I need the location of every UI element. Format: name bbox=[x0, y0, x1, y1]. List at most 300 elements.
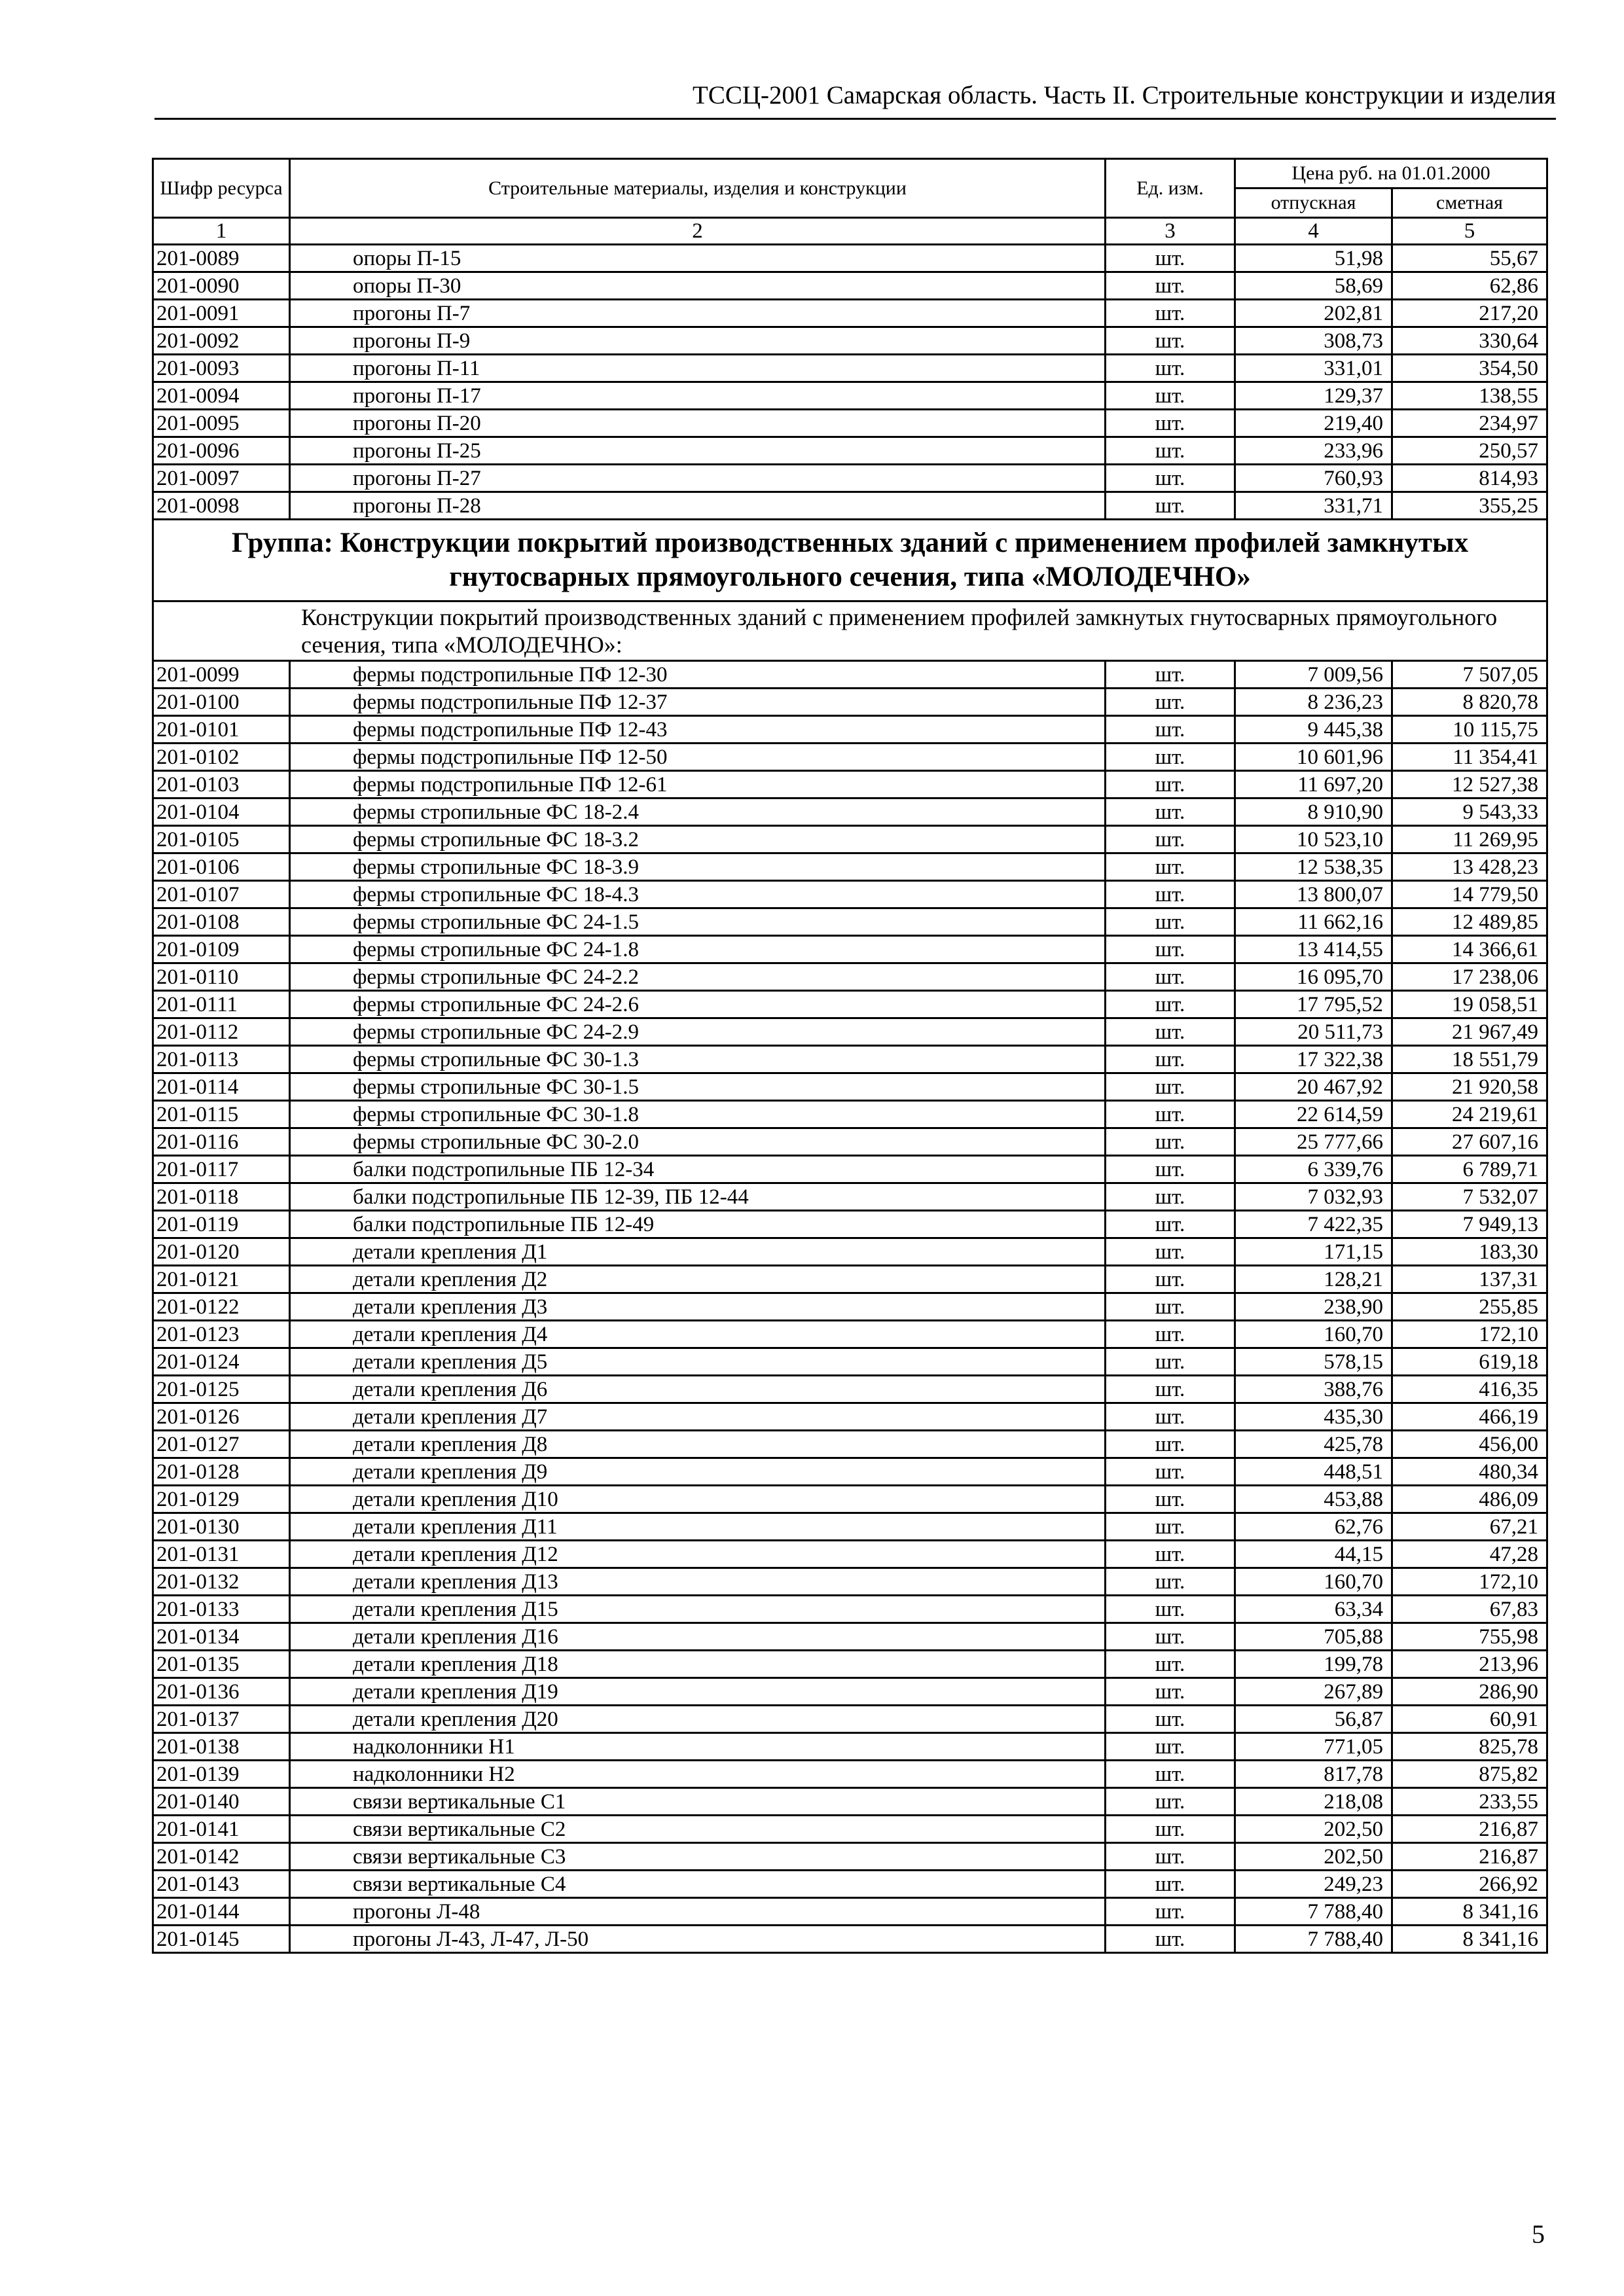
unit: шт. bbox=[1106, 1321, 1235, 1348]
price-release: 58,69 bbox=[1235, 272, 1392, 300]
resource-code: 201-0119 bbox=[153, 1211, 290, 1238]
table-row bbox=[153, 492, 1547, 520]
table-row bbox=[153, 661, 1547, 689]
unit: шт. bbox=[1106, 661, 1235, 689]
price-release: 160,70 bbox=[1235, 1568, 1392, 1596]
resource-code: 201-0089 bbox=[153, 245, 290, 272]
item-name: прогоны П-11 bbox=[290, 355, 1106, 382]
price-release: 435,30 bbox=[1235, 1403, 1392, 1431]
unit: шт. bbox=[1106, 1541, 1235, 1568]
item-name: детали крепления Д11 bbox=[290, 1513, 1106, 1541]
price-release: 578,15 bbox=[1235, 1348, 1392, 1376]
item-name: фермы стропильные ФС 18-3.2 bbox=[290, 826, 1106, 853]
price-estimate: 213,96 bbox=[1392, 1651, 1547, 1678]
item-name: фермы стропильные ФС 30-2.0 bbox=[290, 1128, 1106, 1156]
unit: шт. bbox=[1106, 1128, 1235, 1156]
price-release: 760,93 bbox=[1235, 465, 1392, 492]
price-release: 20 467,92 bbox=[1235, 1073, 1392, 1101]
item-name: фермы стропильные ФС 24-2.9 bbox=[290, 1018, 1106, 1046]
group-row bbox=[153, 520, 1547, 601]
table-row bbox=[153, 1788, 1547, 1816]
item-name: детали крепления Д4 bbox=[290, 1321, 1106, 1348]
resource-code: 201-0090 bbox=[153, 272, 290, 300]
table-row bbox=[153, 908, 1547, 936]
price-estimate: 11 269,95 bbox=[1392, 826, 1547, 853]
item-name: фермы стропильные ФС 30-1.8 bbox=[290, 1101, 1106, 1128]
price-release: 218,08 bbox=[1235, 1788, 1392, 1816]
resource-code: 201-0113 bbox=[153, 1046, 290, 1073]
price-release: 7 788,40 bbox=[1235, 1926, 1392, 1953]
table-row bbox=[153, 1018, 1547, 1046]
table-row bbox=[153, 300, 1547, 327]
unit: шт. bbox=[1106, 936, 1235, 963]
price-release: 453,88 bbox=[1235, 1486, 1392, 1513]
resource-code: 201-0134 bbox=[153, 1623, 290, 1651]
item-name: детали крепления Д7 bbox=[290, 1403, 1106, 1431]
table-row bbox=[153, 1128, 1547, 1156]
price-release: 128,21 bbox=[1235, 1266, 1392, 1293]
price-release: 12 538,35 bbox=[1235, 853, 1392, 881]
price-estimate: 19 058,51 bbox=[1392, 991, 1547, 1018]
unit: шт. bbox=[1106, 1458, 1235, 1486]
table-row bbox=[153, 1651, 1547, 1678]
resource-code: 201-0138 bbox=[153, 1733, 290, 1761]
unit: шт. bbox=[1106, 1486, 1235, 1513]
column-number: 1 bbox=[153, 218, 290, 245]
price-release: 13 800,07 bbox=[1235, 881, 1392, 908]
price-release: 202,50 bbox=[1235, 1843, 1392, 1871]
item-name: фермы стропильные ФС 24-1.5 bbox=[290, 908, 1106, 936]
item-name: детали крепления Д5 bbox=[290, 1348, 1106, 1376]
price-release: 817,78 bbox=[1235, 1761, 1392, 1788]
unit: шт. bbox=[1106, 908, 1235, 936]
resource-code: 201-0103 bbox=[153, 771, 290, 798]
price-estimate: 875,82 bbox=[1392, 1761, 1547, 1788]
resource-code: 201-0116 bbox=[153, 1128, 290, 1156]
price-release: 249,23 bbox=[1235, 1871, 1392, 1898]
price-release: 13 414,55 bbox=[1235, 936, 1392, 963]
price-estimate: 172,10 bbox=[1392, 1568, 1547, 1596]
price-release: 16 095,70 bbox=[1235, 963, 1392, 991]
item-name: прогоны П-17 bbox=[290, 382, 1106, 410]
item-name: фермы подстропильные ПФ 12-30 bbox=[290, 661, 1106, 689]
table-row bbox=[153, 1266, 1547, 1293]
table-row bbox=[153, 382, 1547, 410]
item-name: детали крепления Д13 bbox=[290, 1568, 1106, 1596]
item-name: детали крепления Д12 bbox=[290, 1541, 1106, 1568]
item-name: связи вертикальные С2 bbox=[290, 1816, 1106, 1843]
unit: шт. bbox=[1106, 1926, 1235, 1953]
price-release: 44,15 bbox=[1235, 1541, 1392, 1568]
resource-code: 201-0145 bbox=[153, 1926, 290, 1953]
unit: шт. bbox=[1106, 1348, 1235, 1376]
resource-code: 201-0112 bbox=[153, 1018, 290, 1046]
price-estimate: 6 789,71 bbox=[1392, 1156, 1547, 1183]
price-estimate: 10 115,75 bbox=[1392, 716, 1547, 744]
price-estimate: 138,55 bbox=[1392, 382, 1547, 410]
unit: шт. bbox=[1106, 1678, 1235, 1706]
table-row bbox=[153, 1568, 1547, 1596]
price-release: 267,89 bbox=[1235, 1678, 1392, 1706]
item-name: фермы стропильные ФС 24-2.2 bbox=[290, 963, 1106, 991]
table-row bbox=[153, 1733, 1547, 1761]
price-release: 10 523,10 bbox=[1235, 826, 1392, 853]
resource-code: 201-0144 bbox=[153, 1898, 290, 1926]
unit: шт. bbox=[1106, 1706, 1235, 1733]
item-name: прогоны П-9 bbox=[290, 327, 1106, 355]
table-row bbox=[153, 355, 1547, 382]
unit: шт. bbox=[1106, 1651, 1235, 1678]
price-release: 448,51 bbox=[1235, 1458, 1392, 1486]
price-release: 331,71 bbox=[1235, 492, 1392, 520]
unit: шт. bbox=[1106, 1843, 1235, 1871]
unit: шт. bbox=[1106, 716, 1235, 744]
unit: шт. bbox=[1106, 1596, 1235, 1623]
item-name: детали крепления Д19 bbox=[290, 1678, 1106, 1706]
unit: шт. bbox=[1106, 1761, 1235, 1788]
column-number: 5 bbox=[1392, 218, 1547, 245]
item-name: детали крепления Д8 bbox=[290, 1431, 1106, 1458]
price-estimate: 17 238,06 bbox=[1392, 963, 1547, 991]
table-row bbox=[153, 1678, 1547, 1706]
unit: шт. bbox=[1106, 1101, 1235, 1128]
price-estimate: 24 219,61 bbox=[1392, 1101, 1547, 1128]
resource-code: 201-0101 bbox=[153, 716, 290, 744]
price-estimate: 7 949,13 bbox=[1392, 1211, 1547, 1238]
price-release: 7 009,56 bbox=[1235, 661, 1392, 689]
table-row bbox=[153, 1926, 1547, 1953]
price-estimate: 21 967,49 bbox=[1392, 1018, 1547, 1046]
table-row bbox=[153, 1156, 1547, 1183]
unit: шт. bbox=[1106, 881, 1235, 908]
resource-code: 201-0114 bbox=[153, 1073, 290, 1101]
table-row bbox=[153, 437, 1547, 465]
unit: шт. bbox=[1106, 744, 1235, 771]
item-name: прогоны Л-48 bbox=[290, 1898, 1106, 1926]
resource-code: 201-0125 bbox=[153, 1376, 290, 1403]
price-release: 331,01 bbox=[1235, 355, 1392, 382]
table-row bbox=[153, 716, 1547, 744]
resource-code: 201-0132 bbox=[153, 1568, 290, 1596]
price-estimate: 456,00 bbox=[1392, 1431, 1547, 1458]
header-price-release: отпускная bbox=[1235, 188, 1392, 218]
resource-code: 201-0143 bbox=[153, 1871, 290, 1898]
price-estimate: 60,91 bbox=[1392, 1706, 1547, 1733]
resource-code: 201-0115 bbox=[153, 1101, 290, 1128]
unit: шт. bbox=[1106, 1073, 1235, 1101]
price-estimate: 13 428,23 bbox=[1392, 853, 1547, 881]
resource-code: 201-0106 bbox=[153, 853, 290, 881]
table-row bbox=[153, 1486, 1547, 1513]
header-price: Цена руб. на 01.01.2000 bbox=[1235, 159, 1547, 188]
price-release: 233,96 bbox=[1235, 437, 1392, 465]
resource-code: 201-0141 bbox=[153, 1816, 290, 1843]
resource-code: 201-0092 bbox=[153, 327, 290, 355]
price-estimate: 47,28 bbox=[1392, 1541, 1547, 1568]
unit: шт. bbox=[1106, 437, 1235, 465]
table-row bbox=[153, 1321, 1547, 1348]
resource-code: 201-0093 bbox=[153, 355, 290, 382]
unit: шт. bbox=[1106, 272, 1235, 300]
item-name: детали крепления Д15 bbox=[290, 1596, 1106, 1623]
unit: шт. bbox=[1106, 327, 1235, 355]
unit: шт. bbox=[1106, 1871, 1235, 1898]
resource-code: 201-0117 bbox=[153, 1156, 290, 1183]
unit: шт. bbox=[1106, 991, 1235, 1018]
table-row bbox=[153, 1816, 1547, 1843]
price-estimate: 27 607,16 bbox=[1392, 1128, 1547, 1156]
table-row bbox=[153, 1431, 1547, 1458]
item-name: фермы стропильные ФС 24-1.8 bbox=[290, 936, 1106, 963]
price-release: 62,76 bbox=[1235, 1513, 1392, 1541]
price-estimate: 14 779,50 bbox=[1392, 881, 1547, 908]
table-row bbox=[153, 1293, 1547, 1321]
unit: шт. bbox=[1106, 1623, 1235, 1651]
price-release: 219,40 bbox=[1235, 410, 1392, 437]
price-release: 22 614,59 bbox=[1235, 1101, 1392, 1128]
price-estimate: 7 532,07 bbox=[1392, 1183, 1547, 1211]
table-row bbox=[153, 1376, 1547, 1403]
unit: шт. bbox=[1106, 1788, 1235, 1816]
table-row bbox=[153, 272, 1547, 300]
unit: шт. bbox=[1106, 1183, 1235, 1211]
item-name: детали крепления Д3 bbox=[290, 1293, 1106, 1321]
resource-code: 201-0110 bbox=[153, 963, 290, 991]
table-row bbox=[153, 1348, 1547, 1376]
price-estimate: 67,83 bbox=[1392, 1596, 1547, 1623]
price-release: 238,90 bbox=[1235, 1293, 1392, 1321]
price-estimate: 354,50 bbox=[1392, 355, 1547, 382]
price-release: 6 339,76 bbox=[1235, 1156, 1392, 1183]
price-estimate: 11 354,41 bbox=[1392, 744, 1547, 771]
price-release: 11 697,20 bbox=[1235, 771, 1392, 798]
item-name: балки подстропильные ПБ 12-39, ПБ 12-44 bbox=[290, 1183, 1106, 1211]
unit: шт. bbox=[1106, 1238, 1235, 1266]
unit: шт. bbox=[1106, 853, 1235, 881]
resource-code: 201-0133 bbox=[153, 1596, 290, 1623]
resource-code: 201-0137 bbox=[153, 1706, 290, 1733]
table-row bbox=[153, 1871, 1547, 1898]
item-name: фермы стропильные ФС 18-4.3 bbox=[290, 881, 1106, 908]
price-estimate: 619,18 bbox=[1392, 1348, 1547, 1376]
price-estimate: 21 920,58 bbox=[1392, 1073, 1547, 1101]
unit: шт. bbox=[1106, 492, 1235, 520]
item-name: прогоны П-28 bbox=[290, 492, 1106, 520]
price-release: 705,88 bbox=[1235, 1623, 1392, 1651]
price-estimate: 330,64 bbox=[1392, 327, 1547, 355]
table-row bbox=[153, 826, 1547, 853]
resource-code: 201-0108 bbox=[153, 908, 290, 936]
table-row bbox=[153, 771, 1547, 798]
price-estimate: 18 551,79 bbox=[1392, 1046, 1547, 1073]
unit: шт. bbox=[1106, 1403, 1235, 1431]
unit: шт. bbox=[1106, 1898, 1235, 1926]
price-estimate: 8 341,16 bbox=[1392, 1898, 1547, 1926]
item-name: детали крепления Д18 bbox=[290, 1651, 1106, 1678]
resource-code: 201-0122 bbox=[153, 1293, 290, 1321]
price-estimate: 14 366,61 bbox=[1392, 936, 1547, 963]
subgroup-row bbox=[153, 601, 1547, 661]
table-row bbox=[153, 1458, 1547, 1486]
unit: шт. bbox=[1106, 1568, 1235, 1596]
price-estimate: 137,31 bbox=[1392, 1266, 1547, 1293]
table-row bbox=[153, 744, 1547, 771]
price-estimate: 8 820,78 bbox=[1392, 689, 1547, 716]
resource-code: 201-0127 bbox=[153, 1431, 290, 1458]
price-release: 8 910,90 bbox=[1235, 798, 1392, 826]
table-row bbox=[153, 1843, 1547, 1871]
table-row bbox=[153, 689, 1547, 716]
table-row bbox=[153, 1898, 1547, 1926]
price-release: 202,81 bbox=[1235, 300, 1392, 327]
price-estimate: 8 341,16 bbox=[1392, 1926, 1547, 1953]
price-table bbox=[152, 158, 1548, 1954]
resource-code: 201-0140 bbox=[153, 1788, 290, 1816]
resource-code: 201-0142 bbox=[153, 1843, 290, 1871]
item-name: надколонники Н1 bbox=[290, 1733, 1106, 1761]
resource-code: 201-0126 bbox=[153, 1403, 290, 1431]
resource-code: 201-0104 bbox=[153, 798, 290, 826]
resource-code: 201-0095 bbox=[153, 410, 290, 437]
item-name: прогоны П-25 bbox=[290, 437, 1106, 465]
resource-code: 201-0102 bbox=[153, 744, 290, 771]
price-release: 63,34 bbox=[1235, 1596, 1392, 1623]
price-estimate: 9 543,33 bbox=[1392, 798, 1547, 826]
table-row bbox=[153, 1403, 1547, 1431]
resource-code: 201-0097 bbox=[153, 465, 290, 492]
price-estimate: 825,78 bbox=[1392, 1733, 1547, 1761]
running-head: ТССЦ-2001 Самарская область. Часть II. Строительные конструкции и изделия bbox=[154, 77, 1556, 120]
price-release: 51,98 bbox=[1235, 245, 1392, 272]
price-estimate: 234,97 bbox=[1392, 410, 1547, 437]
table-row bbox=[153, 1046, 1547, 1073]
price-release: 20 511,73 bbox=[1235, 1018, 1392, 1046]
resource-code: 201-0094 bbox=[153, 382, 290, 410]
resource-code: 201-0105 bbox=[153, 826, 290, 853]
price-release: 7 032,93 bbox=[1235, 1183, 1392, 1211]
price-release: 771,05 bbox=[1235, 1733, 1392, 1761]
column-number: 4 bbox=[1235, 218, 1392, 245]
price-estimate: 416,35 bbox=[1392, 1376, 1547, 1403]
unit: шт. bbox=[1106, 382, 1235, 410]
unit: шт. bbox=[1106, 1376, 1235, 1403]
resource-code: 201-0099 bbox=[153, 661, 290, 689]
resource-code: 201-0120 bbox=[153, 1238, 290, 1266]
price-estimate: 286,90 bbox=[1392, 1678, 1547, 1706]
resource-code: 201-0111 bbox=[153, 991, 290, 1018]
table-row bbox=[153, 798, 1547, 826]
table-row bbox=[153, 1238, 1547, 1266]
price-estimate: 255,85 bbox=[1392, 1293, 1547, 1321]
column-number: 3 bbox=[1106, 218, 1235, 245]
item-name: фермы подстропильные ПФ 12-43 bbox=[290, 716, 1106, 744]
item-name: фермы стропильные ФС 30-1.5 bbox=[290, 1073, 1106, 1101]
price-estimate: 67,21 bbox=[1392, 1513, 1547, 1541]
item-name: детали крепления Д6 bbox=[290, 1376, 1106, 1403]
price-estimate: 466,19 bbox=[1392, 1403, 1547, 1431]
price-estimate: 216,87 bbox=[1392, 1816, 1547, 1843]
item-name: фермы стропильные ФС 18-3.9 bbox=[290, 853, 1106, 881]
table-row bbox=[153, 327, 1547, 355]
item-name: балки подстропильные ПБ 12-34 bbox=[290, 1156, 1106, 1183]
price-estimate: 480,34 bbox=[1392, 1458, 1547, 1486]
price-estimate: 755,98 bbox=[1392, 1623, 1547, 1651]
resource-code: 201-0107 bbox=[153, 881, 290, 908]
table-row bbox=[153, 1623, 1547, 1651]
table-row bbox=[153, 245, 1547, 272]
price-release: 199,78 bbox=[1235, 1651, 1392, 1678]
unit: шт. bbox=[1106, 826, 1235, 853]
table-row bbox=[153, 1541, 1547, 1568]
resource-code: 201-0118 bbox=[153, 1183, 290, 1211]
price-release: 56,87 bbox=[1235, 1706, 1392, 1733]
item-name: детали крепления Д10 bbox=[290, 1486, 1106, 1513]
table-row bbox=[153, 1706, 1547, 1733]
header-unit: Ед. изм. bbox=[1106, 159, 1235, 218]
table-row bbox=[153, 1211, 1547, 1238]
resource-code: 201-0130 bbox=[153, 1513, 290, 1541]
table-row bbox=[153, 410, 1547, 437]
unit: шт. bbox=[1106, 410, 1235, 437]
unit: шт. bbox=[1106, 1156, 1235, 1183]
resource-code: 201-0131 bbox=[153, 1541, 290, 1568]
table-row bbox=[153, 963, 1547, 991]
price-estimate: 7 507,05 bbox=[1392, 661, 1547, 689]
header-code: Шифр ресурса bbox=[153, 159, 290, 218]
item-name: прогоны П-7 bbox=[290, 300, 1106, 327]
table-row bbox=[153, 1596, 1547, 1623]
resource-code: 201-0109 bbox=[153, 936, 290, 963]
resource-code: 201-0121 bbox=[153, 1266, 290, 1293]
unit: шт. bbox=[1106, 355, 1235, 382]
price-release: 160,70 bbox=[1235, 1321, 1392, 1348]
rows-before bbox=[153, 245, 1547, 520]
unit: шт. bbox=[1106, 1513, 1235, 1541]
subgroup-title: Конструкции покрытий производственных зданий с применением профилей замкнутых гнутосварных прямоугольного сечения, типа «МОЛОДЕЧНО»: bbox=[153, 601, 1547, 661]
resource-code: 201-0124 bbox=[153, 1348, 290, 1376]
resource-code: 201-0129 bbox=[153, 1486, 290, 1513]
table-row bbox=[153, 853, 1547, 881]
table-row bbox=[153, 881, 1547, 908]
price-estimate: 12 527,38 bbox=[1392, 771, 1547, 798]
item-name: опоры П-30 bbox=[290, 272, 1106, 300]
header-name: Строительные материалы, изделия и конструкции bbox=[290, 159, 1106, 218]
item-name: фермы стропильные ФС 18-2.4 bbox=[290, 798, 1106, 826]
item-name: связи вертикальные С4 bbox=[290, 1871, 1106, 1898]
item-name: детали крепления Д16 bbox=[290, 1623, 1106, 1651]
price-estimate: 12 489,85 bbox=[1392, 908, 1547, 936]
price-estimate: 216,87 bbox=[1392, 1843, 1547, 1871]
resource-code: 201-0136 bbox=[153, 1678, 290, 1706]
price-release: 425,78 bbox=[1235, 1431, 1392, 1458]
page-number: 5 bbox=[1532, 2219, 1545, 2249]
table-row bbox=[153, 1513, 1547, 1541]
unit: шт. bbox=[1106, 1733, 1235, 1761]
item-name: детали крепления Д20 bbox=[290, 1706, 1106, 1733]
price-estimate: 355,25 bbox=[1392, 492, 1547, 520]
price-release: 11 662,16 bbox=[1235, 908, 1392, 936]
unit: шт. bbox=[1106, 1816, 1235, 1843]
header-price-estimate: сметная bbox=[1392, 188, 1547, 218]
unit: шт. bbox=[1106, 771, 1235, 798]
item-name: детали крепления Д9 bbox=[290, 1458, 1106, 1486]
price-release: 308,73 bbox=[1235, 327, 1392, 355]
price-release: 202,50 bbox=[1235, 1816, 1392, 1843]
resource-code: 201-0128 bbox=[153, 1458, 290, 1486]
price-release: 7 788,40 bbox=[1235, 1898, 1392, 1926]
table-row bbox=[153, 1073, 1547, 1101]
table-row bbox=[153, 1183, 1547, 1211]
